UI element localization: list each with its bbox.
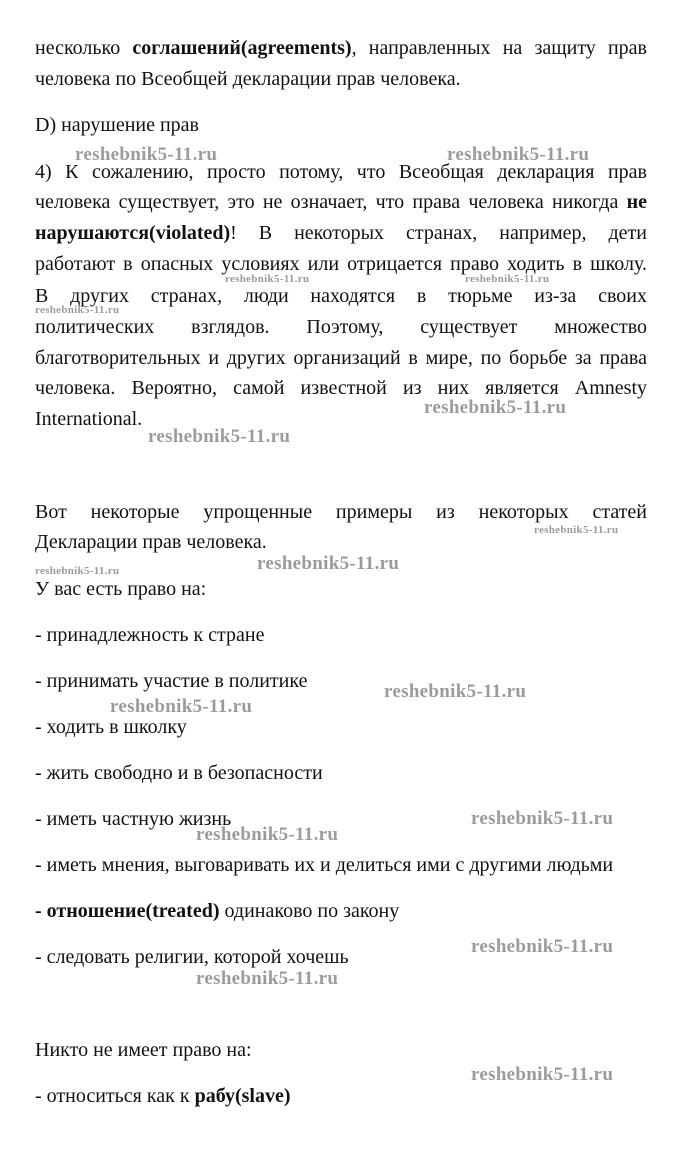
paragraph-2-line-3: [35, 221, 647, 245]
rights-item-6: - иметь мнения, выговаривать их и делиться ими с другими людьми: [35, 854, 614, 876]
term-agreements: соглашений(agreements): [132, 37, 352, 59]
paragraph-2-line-6: политических взглядов. Поэтому, существует множество: [35, 316, 647, 338]
text-fragment: - относиться как к: [35, 1085, 195, 1107]
watermark: reshebnik5-11.ru: [225, 273, 310, 285]
watermark: reshebnik5-11.ru: [424, 397, 567, 418]
text-fragment: несколько: [35, 37, 133, 59]
paragraph-1-line-1: [35, 36, 647, 60]
watermark: reshebnik5-11.ru: [35, 304, 120, 316]
rights-item-8: - следовать религии, которой хочешь: [35, 946, 349, 968]
no-right-heading: Никто не имеет право на:: [35, 1039, 252, 1061]
paragraph-2-line-8: человека. Вероятно, самой известной из них является Amnesty: [35, 377, 647, 399]
watermark: reshebnik5-11.ru: [447, 144, 590, 165]
rights-item-5: - иметь частную жизнь: [35, 808, 232, 830]
watermark: reshebnik5-11.ru: [148, 426, 291, 447]
rights-item-4: - жить свободно и в безопасности: [35, 762, 323, 784]
term-slave: рабу(slave): [194, 1085, 291, 1107]
term-violated: нарушаются(violated): [35, 222, 231, 244]
paragraph-3-line-2: Декларации прав человека.: [35, 531, 267, 553]
watermark: reshebnik5-11.ru: [110, 696, 253, 717]
watermark: reshebnik5-11.ru: [196, 968, 339, 989]
no-right-item-1: [35, 1084, 647, 1108]
rights-heading: У вас есть право на:: [35, 578, 207, 600]
watermark: reshebnik5-11.ru: [196, 824, 339, 845]
text-fragment: человека существует, это не означает, что права человека никогда: [35, 191, 627, 213]
rights-item-7: [35, 899, 647, 923]
watermark: reshebnik5-11.ru: [75, 144, 218, 165]
paragraph-2-line-2: [35, 190, 647, 214]
term-treated: отношение(treated): [46, 900, 220, 922]
watermark: reshebnik5-11.ru: [35, 565, 120, 577]
text-fragment: одинаково по закону: [219, 900, 400, 922]
paragraph-2-line-7: благотворительных и других организаций в мире, по борьбе за права: [35, 347, 647, 369]
watermark: reshebnik5-11.ru: [465, 273, 550, 285]
option-d: D) нарушение прав: [35, 114, 200, 136]
watermark: reshebnik5-11.ru: [471, 1064, 614, 1085]
text-fragment: ! В некоторых странах, например, дети: [230, 222, 647, 244]
rights-item-3: - ходить в школку: [35, 716, 187, 738]
paragraph-3-line-1: Вот некоторые упрощенные примеры из некоторых статей: [35, 501, 647, 523]
rights-item-2: - принимать участие в политике: [35, 670, 308, 692]
watermark: reshebnik5-11.ru: [384, 681, 527, 702]
paragraph-2-line-9: International.: [35, 408, 143, 430]
watermark: reshebnik5-11.ru: [257, 553, 400, 574]
paragraph-2-line-4: работают в опасных условиях или отрицается право ходить в школу.: [35, 253, 647, 275]
watermark: reshebnik5-11.ru: [534, 524, 619, 536]
text-fragment: , направленных на защиту прав: [351, 37, 647, 59]
rights-item-1: - принадлежность к стране: [35, 624, 265, 646]
text-fragment: -: [35, 900, 47, 922]
paragraph-2-line-1: 4) К сожалению, просто потому, что Всеобщая декларация прав: [35, 161, 647, 183]
paragraph-2-line-5: В других странах, люди находятся в тюрьме из-за своих: [35, 285, 647, 307]
term-not: не: [626, 191, 647, 213]
watermark: reshebnik5-11.ru: [471, 808, 614, 829]
paragraph-1-line-2: человека по Всеобщей декларации прав человека.: [35, 68, 461, 90]
watermark: reshebnik5-11.ru: [471, 936, 614, 957]
